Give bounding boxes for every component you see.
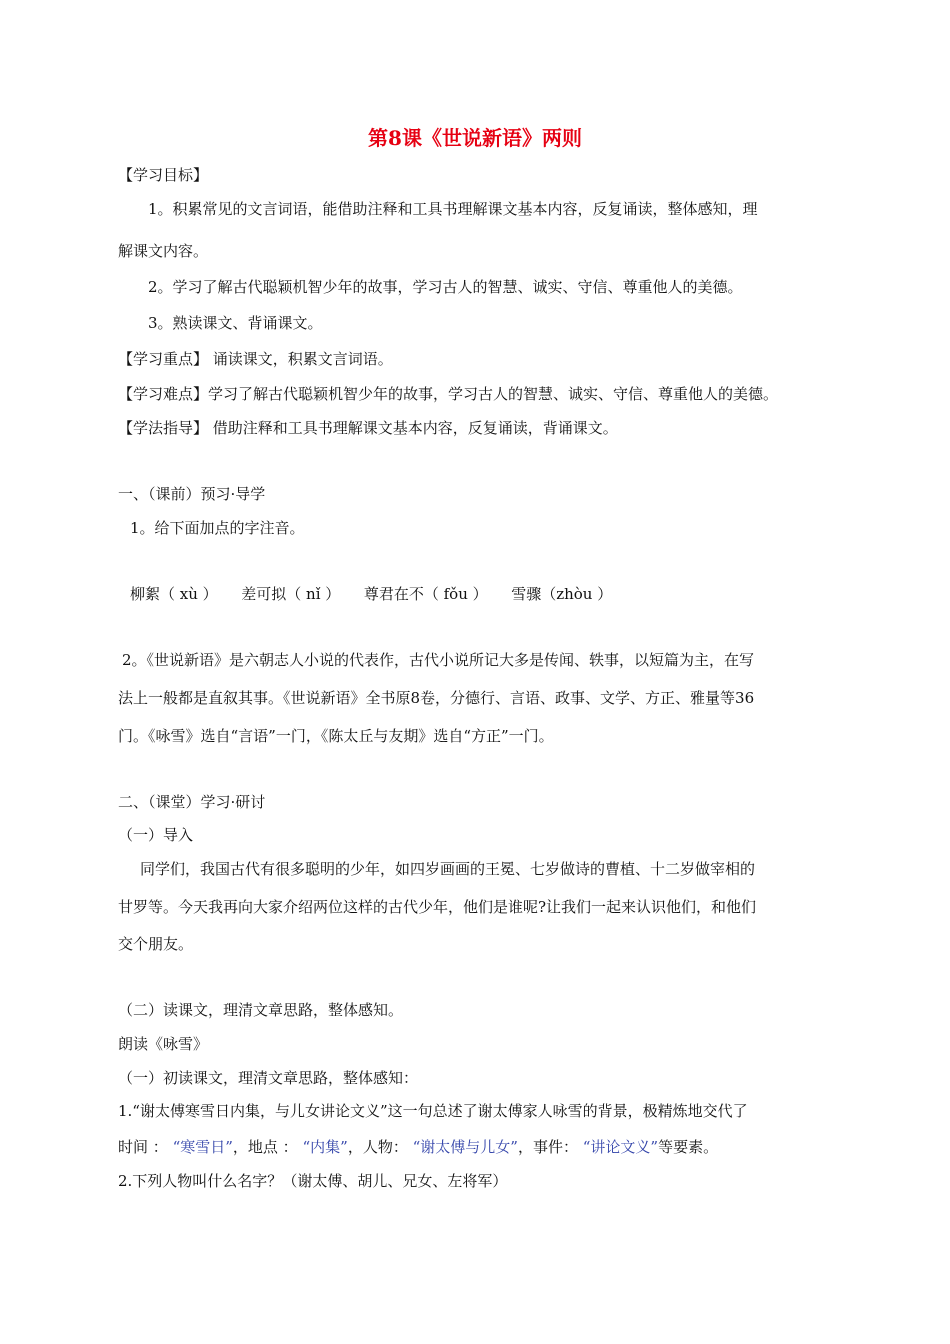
section-1-heading: 一、（课前）预习·导学 bbox=[118, 485, 266, 503]
time-value: “寒雪日” bbox=[172, 1138, 233, 1156]
objective-item-3: 3。熟读课文、背诵课文。 bbox=[148, 314, 323, 332]
pinyin-word-2: 差可拟 bbox=[241, 585, 287, 603]
pinyin-word-4: 雪骤 bbox=[511, 585, 542, 603]
paragraph-1-line-1: 1.“谢太傅寒雪日内集，与儿女讲论文义”这一句总述了谢太傅家人咏雪的背景，极精炼地交代了 bbox=[118, 1102, 748, 1120]
elements-suffix: 等要素。 bbox=[658, 1138, 719, 1156]
pinyin-word-3: 尊君在不 bbox=[363, 585, 424, 603]
intro-line-3: 交个朋友。 bbox=[118, 935, 194, 953]
focus-row bbox=[118, 349, 393, 369]
read-aloud-title: 朗读《咏雪》 bbox=[118, 1035, 209, 1053]
intro-line-2: 甘罗等。今天我再向大家介绍两位这样的古代少年，他们是谁呢?让我们一起来认识他们，和他们 bbox=[118, 898, 757, 916]
section-2-sub-3: （一）初读课文，理清文章思路，整体感知： bbox=[118, 1069, 419, 1087]
focus-label: 【学习重点】 bbox=[118, 350, 209, 368]
event-label: ，事件： bbox=[517, 1138, 578, 1156]
objectives-heading: 【学习目标】 bbox=[118, 166, 209, 184]
method-text: 借助注释和工具书理解课文基本内容，反复诵读，背诵课文。 bbox=[208, 419, 618, 437]
pinyin-reading-2: （ nǐ ） bbox=[286, 585, 341, 603]
paragraph-2: 2.下列人物叫什么名字？（谢太傅、胡儿、兄女、左将军） bbox=[118, 1172, 508, 1190]
pinyin-reading-1: （ xù ） bbox=[160, 585, 218, 603]
objective-item-2: 2。学习了解古代聪颖机智少年的故事，学习古人的智慧、诚实、守信、尊重他人的美德。 bbox=[148, 278, 743, 296]
pinyin-reading-3: （ fǒu ） bbox=[423, 585, 488, 603]
intro-line-1: 同学们，我国古代有很多聪明的少年，如四岁画画的王冕、七岁做诗的曹植、十二岁做宰相的 bbox=[140, 860, 756, 878]
difficulty-text: 学习了解古代聪颖机智少年的故事，学习古人的智慧、诚实、守信、尊重他人的美德。 bbox=[208, 385, 779, 403]
pinyin-reading-4: （zhòu ） bbox=[541, 585, 613, 603]
section-1-question-2-line-3: 门。《咏雪》选自“言语”一门，《陈太丘与友期》选自“方正”一门。 bbox=[118, 727, 554, 745]
section-2-sub-2: （二）读课文，理清文章思路，整体感知。 bbox=[118, 1001, 404, 1019]
section-2-heading: 二、（课堂）学习·研讨 bbox=[118, 793, 266, 811]
paragraph-1-line-2 bbox=[118, 1137, 718, 1157]
section-1-question-2-line-2: 法上一般都是直叙其事。《世说新语》全书原8卷，分德行、言语、政事、文学、方正、雅量等36 bbox=[118, 689, 755, 707]
time-label: 时间 ： bbox=[118, 1138, 168, 1156]
section-1-question-1: 1。给下面加点的字注音。 bbox=[130, 519, 305, 537]
objective-item-1-line-1: 1。积累常见的文言词语，能借助注释和工具书理解课文基本内容，反复诵读，整体感知，理 bbox=[148, 200, 758, 218]
difficulty-label: 【学习难点】 bbox=[118, 385, 209, 403]
pinyin-row bbox=[130, 584, 612, 604]
place-value: “内集” bbox=[302, 1138, 348, 1156]
method-label: 【学法指导】 bbox=[118, 419, 209, 437]
method-row bbox=[118, 418, 618, 438]
people-label: ，人物： bbox=[347, 1138, 408, 1156]
people-value: “谢太傅与儿女” bbox=[412, 1138, 518, 1156]
event-value: “讲论文义” bbox=[582, 1138, 659, 1156]
focus-text: 诵读课文，积累文言词语。 bbox=[208, 350, 393, 368]
difficulty-row bbox=[118, 384, 778, 404]
pinyin-word-1: 柳絮 bbox=[130, 585, 161, 603]
section-1-question-2-line-1: 2。《世说新语》是六朝志人小说的代表作，古代小说所记大多是传闻、轶事，以短篇为主，在写 bbox=[122, 651, 755, 669]
section-2-sub-1: （一）导入 bbox=[118, 826, 194, 844]
objective-item-1-line-2: 解课文内容。 bbox=[118, 242, 209, 260]
page-title: 第8课《世说新语》两则 bbox=[368, 126, 582, 150]
place-label: ，地点 ： bbox=[232, 1138, 298, 1156]
